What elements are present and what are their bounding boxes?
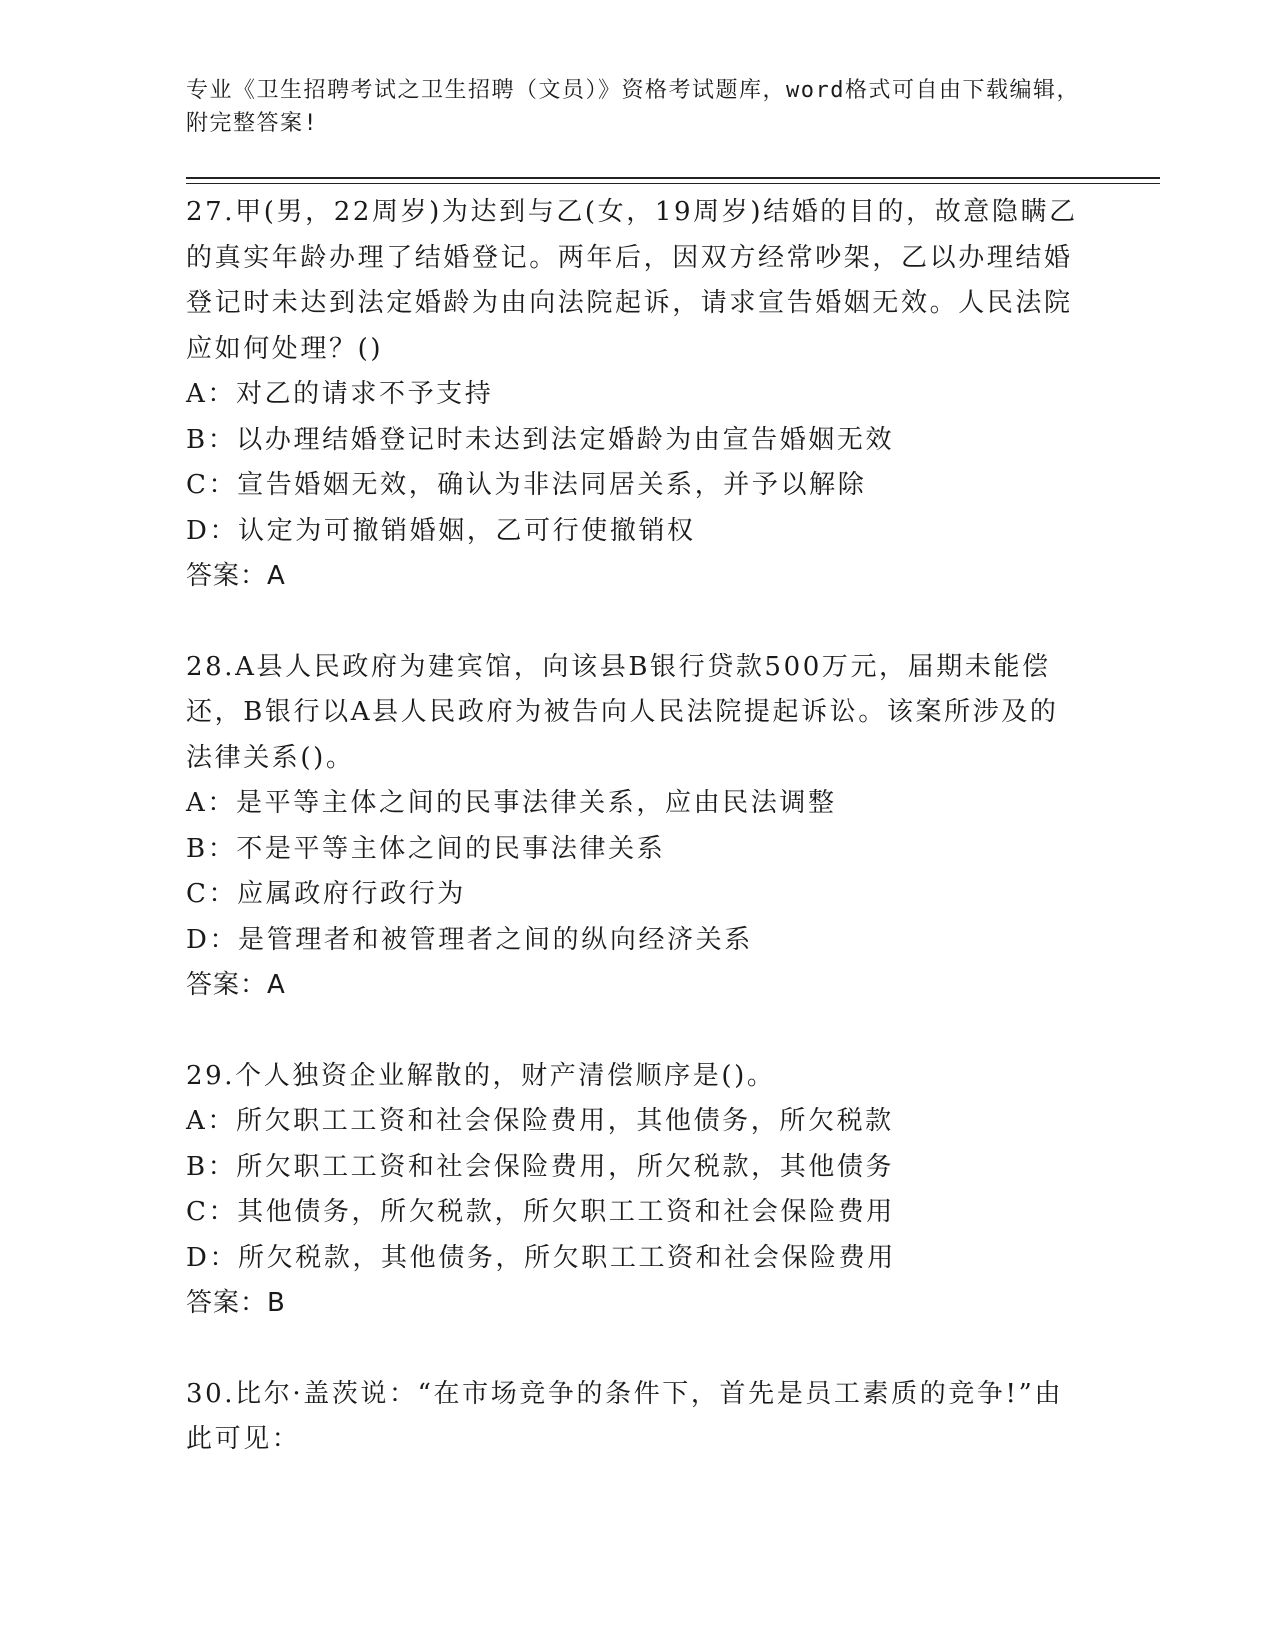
question-stem: 28.A县人民政府为建宾馆，向该县B银行贷款500万元，届期未能偿还，B银行以A县人民政府为被告向人民法院提起诉讼。该案所涉及的法律关系()。	[186, 651, 1059, 773]
question-28	[186, 645, 1086, 1009]
question-spacer	[186, 1327, 1086, 1372]
question-27	[186, 190, 1086, 600]
question-stem: 29.个人独资企业解散的，财产清偿顺序是()。	[186, 1060, 776, 1091]
option-a: A：对乙的请求不予支持	[186, 379, 494, 409]
question-29	[186, 1054, 1086, 1327]
document-header: 专业《卫生招聘考试之卫生招聘（文员）》资格考试题库，word格式可自由下载编辑，附完整答案!	[186, 78, 1080, 136]
answer-line: 答案：B	[186, 1288, 286, 1318]
option-d: D：所欠税款，其他债务，所欠职工工资和社会保险费用	[186, 1242, 896, 1273]
question-spacer	[186, 1009, 1086, 1054]
question-stem: 27.甲(男，22周岁)为达到与乙(女，19周岁)结婚的目的，故意隐瞒乙的真实年龄办理了结婚登记。两年后，因双方经常吵架，乙以办理结婚登记时未达到法定婚龄为由向法院起诉，请求宣告婚姻无效。人民法院应如何处理？()	[186, 197, 1078, 364]
option-c: C：其他债务，所欠税款，所欠职工工资和社会保险费用	[186, 1197, 895, 1227]
question-stem: 30.比尔·盖茨说：“在市场竞争的条件下，首先是员工素质的竞争!”由此可见：	[186, 1378, 1064, 1454]
option-b: B：所欠职工工资和社会保险费用，所欠税款，其他债务	[186, 1151, 895, 1182]
option-b: B：以办理结婚登记时未达到法定婚龄为由宣告婚姻无效	[186, 424, 895, 455]
option-a: A：所欠职工工资和社会保险费用，其他债务，所欠税款	[186, 1106, 894, 1136]
option-b: B：不是平等主体之间的民事法律关系	[186, 833, 666, 864]
option-d: D：是管理者和被管理者之间的纵向经济关系	[186, 924, 753, 955]
question-30	[186, 1372, 1086, 1463]
answer-line: 答案：A	[186, 970, 286, 1000]
option-c: C：宣告婚姻无效，确认为非法同居关系，并予以解除	[186, 470, 867, 500]
option-c: C：应属政府行政行为	[186, 879, 466, 909]
header-rule-thin	[186, 183, 1160, 184]
option-a: A：是平等主体之间的民事法律关系，应由民法调整	[186, 788, 837, 818]
header-rule-thick	[186, 177, 1160, 179]
answer-line: 答案：A	[186, 561, 286, 591]
option-d: D：认定为可撤销婚姻，乙可行使撤销权	[186, 515, 696, 546]
question-list	[186, 190, 1086, 1463]
question-spacer	[186, 600, 1086, 645]
